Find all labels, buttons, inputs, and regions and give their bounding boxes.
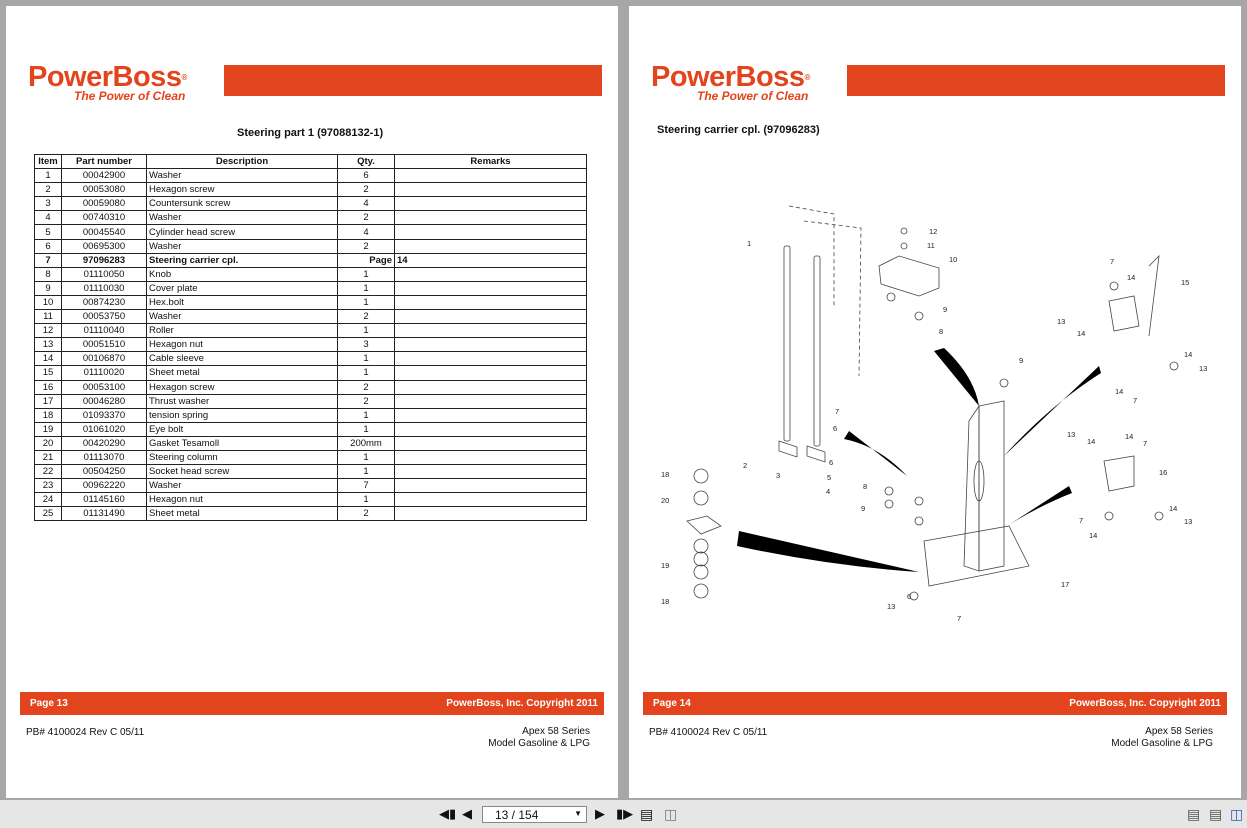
table-cell: 7 — [35, 253, 62, 267]
table-cell: 6 — [35, 239, 62, 253]
table-cell: 00420290 — [62, 436, 147, 450]
callout-number: 13 — [1199, 364, 1208, 373]
table-cell: 25 — [35, 507, 62, 521]
continuous-view-icon[interactable]: ▤ — [1209, 806, 1223, 822]
table-cell: 21 — [35, 450, 62, 464]
callout-number: 14 — [1127, 273, 1136, 282]
table-cell: 1 — [338, 465, 395, 479]
shaft-bracket-1 — [779, 441, 797, 457]
table-body — [35, 169, 587, 521]
column-header: Qty. — [338, 155, 395, 169]
table-cell — [395, 450, 587, 464]
table-cell: 14 — [395, 253, 587, 267]
callout-number: 13 — [1057, 317, 1066, 326]
steering-shaft-2 — [814, 256, 820, 446]
table-cell: 24 — [35, 493, 62, 507]
table-cell — [395, 436, 587, 450]
table-cell: 00059080 — [62, 197, 147, 211]
cable-bracket — [1109, 296, 1139, 331]
next-page-icon[interactable]: ▶ — [595, 806, 605, 821]
washer-stack-2 — [694, 552, 708, 566]
table-cell: 1 — [338, 450, 395, 464]
table-cell: 200mm — [338, 436, 395, 450]
table-cell: 6 — [338, 169, 395, 183]
table-cell: 1 — [338, 408, 395, 422]
copyright: PowerBoss, Inc. Copyright 2011 — [1069, 698, 1221, 709]
sheet-metal-15 — [1149, 256, 1159, 336]
table-cell: Page — [338, 253, 395, 267]
table-row — [35, 295, 587, 309]
table-cell: Sheet metal — [147, 507, 338, 521]
washer-18 — [694, 469, 708, 483]
table-cell — [395, 422, 587, 436]
table-cell: 01110020 — [62, 366, 147, 380]
table-cell: Hexagon screw — [147, 183, 338, 197]
logo-wordmark: PowerBoss — [28, 61, 182, 93]
page-title: Steering carrier cpl. (97096283) — [657, 124, 820, 136]
callout-number: 1 — [747, 239, 752, 248]
table-cell — [395, 281, 587, 295]
callout-number: 14 — [1115, 387, 1124, 396]
top-bracket — [879, 256, 939, 296]
table-row — [35, 324, 587, 338]
table-cell: 5 — [35, 225, 62, 239]
table-cell: tension spring — [147, 408, 338, 422]
table-row — [35, 352, 587, 366]
table-cell: 9 — [35, 281, 62, 295]
table-cell: 2 — [338, 507, 395, 521]
table-cell: Hexagon screw — [147, 380, 338, 394]
wedge-1 — [934, 348, 979, 406]
knob-8 — [887, 293, 895, 301]
table-cell: 3 — [35, 197, 62, 211]
table-cell: 01093370 — [62, 408, 147, 422]
washer-23 — [915, 497, 923, 505]
table-cell — [395, 507, 587, 521]
callout-number: 7 — [1143, 439, 1148, 448]
callout-number: 7 — [835, 407, 840, 416]
page-number: Page 13 — [30, 698, 68, 709]
callout-number: 14 — [1125, 432, 1134, 441]
callout-number: 5 — [827, 473, 832, 482]
model-info — [1111, 726, 1213, 750]
washer-7 — [1105, 512, 1113, 520]
parts-table — [34, 154, 587, 521]
table-cell: Knob — [147, 267, 338, 281]
table-cell: Cylinder head screw — [147, 225, 338, 239]
exploded-parts-diagram — [629, 6, 1241, 686]
table-cell: 01061020 — [62, 422, 147, 436]
table-cell: 00695300 — [62, 239, 147, 253]
table-cell: 00042900 — [62, 169, 147, 183]
table-cell — [395, 324, 587, 338]
table-cell: 10 — [35, 295, 62, 309]
table-cell: 11 — [35, 310, 62, 324]
table-cell: Hexagon nut — [147, 493, 338, 507]
wedge-3 — [844, 431, 907, 476]
logo-tagline: The Power of Clean — [74, 89, 186, 103]
table-row — [35, 253, 587, 267]
table-cell: 12 — [35, 324, 62, 338]
bolt-12 — [901, 228, 907, 234]
table-row — [35, 465, 587, 479]
washer-stack-3 — [694, 565, 708, 579]
table-cell: 17 — [35, 394, 62, 408]
table-cell: 1 — [338, 324, 395, 338]
left-page — [6, 6, 618, 798]
shaft-bracket-2 — [807, 446, 825, 462]
model-fuel: Model Gasoline & LPG — [488, 738, 590, 749]
callout-number: 4 — [826, 487, 831, 496]
washer-9c — [885, 500, 893, 508]
washer-6 — [910, 592, 918, 600]
callout-number: 7 — [1133, 396, 1138, 405]
table-row — [35, 211, 587, 225]
table-cell: Washer — [147, 479, 338, 493]
table-row — [35, 225, 587, 239]
column-header: Item — [35, 155, 62, 169]
callout-number: 3 — [776, 471, 781, 480]
table-cell: 01113070 — [62, 450, 147, 464]
table-cell: 2 — [338, 310, 395, 324]
washer-14 — [1110, 282, 1118, 290]
washer-8b — [885, 487, 893, 495]
callout-number: 20 — [661, 496, 670, 505]
footer-bar — [20, 692, 604, 715]
table-cell — [395, 479, 587, 493]
table-header-row — [35, 155, 587, 169]
table-cell: Steering column — [147, 450, 338, 464]
table-row — [35, 436, 587, 450]
table-cell: Cable sleeve — [147, 352, 338, 366]
document-number: PB# 4100024 Rev C 05/11 — [26, 727, 145, 738]
callout-number: 10 — [949, 255, 958, 264]
carrier-base-plate — [924, 526, 1029, 586]
table-cell: 1 — [338, 267, 395, 281]
table-cell: 20 — [35, 436, 62, 450]
table-cell: 1 — [338, 352, 395, 366]
carrier-column-side — [964, 406, 979, 571]
table-cell: 4 — [338, 197, 395, 211]
logo-tagline: The Power of Clean — [697, 89, 809, 103]
table-cell: 2 — [338, 211, 395, 225]
table-cell: 22 — [35, 465, 62, 479]
table-cell: Washer — [147, 239, 338, 253]
table-cell: 3 — [338, 338, 395, 352]
washer-11 — [901, 243, 907, 249]
table-row — [35, 493, 587, 507]
table-cell: 00504250 — [62, 465, 147, 479]
table-cell — [395, 338, 587, 352]
table-cell: 1 — [338, 493, 395, 507]
table-cell: Hex.bolt — [147, 295, 338, 309]
table-cell: 2 — [35, 183, 62, 197]
column-header: Description — [147, 155, 338, 169]
page-title: Steering part 1 (97088132-1) — [237, 127, 384, 139]
callout-number: 13 — [1184, 517, 1193, 526]
table-cell — [395, 211, 587, 225]
table-cell: Cover plate — [147, 281, 338, 295]
table-cell: 00053100 — [62, 380, 147, 394]
table-cell: Eye bolt — [147, 422, 338, 436]
table-cell — [395, 380, 587, 394]
callout-number: 7 — [1079, 516, 1084, 525]
diagram-labels — [661, 227, 1207, 623]
callout-number: 2 — [743, 461, 748, 470]
callout-number: 9 — [943, 305, 948, 314]
table-cell: Hexagon nut — [147, 338, 338, 352]
table-cell: 01110040 — [62, 324, 147, 338]
table-cell: Washer — [147, 169, 338, 183]
table-cell: 00053080 — [62, 183, 147, 197]
model-info — [488, 726, 590, 750]
logo-registered: ® — [181, 73, 187, 82]
table-cell: Gasket Tesamoll — [147, 436, 338, 450]
table-cell: 1 — [338, 366, 395, 380]
table-cell: 00051510 — [62, 338, 147, 352]
table-cell: 19 — [35, 422, 62, 436]
fit-page-icon[interactable]: ▤ — [640, 806, 654, 822]
callout-number: 7 — [957, 614, 962, 623]
washer-23b — [915, 517, 923, 525]
callout-number: 9 — [1019, 356, 1024, 365]
table-row — [35, 380, 587, 394]
callout-number: 8 — [939, 327, 944, 336]
column-header: Part number — [62, 155, 147, 169]
table-cell: 2 — [338, 183, 395, 197]
table-row — [35, 338, 587, 352]
table-cell — [395, 225, 587, 239]
washer-13b — [1170, 362, 1178, 370]
wedge-5 — [737, 531, 919, 572]
callout-number: 6 — [907, 592, 912, 601]
table-cell: Washer — [147, 211, 338, 225]
table-cell: 2 — [338, 394, 395, 408]
table-cell: 18 — [35, 408, 62, 422]
table-cell: Sheet metal — [147, 366, 338, 380]
page-number: Page 14 — [653, 698, 691, 709]
table-cell: 13 — [35, 338, 62, 352]
table-cell — [395, 394, 587, 408]
callout-number: 14 — [1089, 531, 1098, 540]
model-series: Apex 58 Series — [522, 726, 590, 737]
table-cell — [395, 183, 587, 197]
callout-number: 6 — [833, 424, 838, 433]
table-row — [35, 239, 587, 253]
washer-9b — [1000, 379, 1008, 387]
table-row — [35, 450, 587, 464]
table-cell — [395, 465, 587, 479]
table-cell: Socket head screw — [147, 465, 338, 479]
callout-number: 18 — [661, 470, 670, 479]
table-cell: 01145160 — [62, 493, 147, 507]
table-cell: Countersunk screw — [147, 197, 338, 211]
washer-9 — [915, 312, 923, 320]
table-cell: 00046280 — [62, 394, 147, 408]
steering-shaft-1 — [784, 246, 790, 441]
table-cell: 7 — [338, 479, 395, 493]
page-number-value: 13 / 154 — [495, 808, 539, 822]
model-fuel: Model Gasoline & LPG — [1111, 738, 1213, 749]
washer-20 — [694, 491, 708, 505]
table-cell — [395, 239, 587, 253]
table-cell: Steering carrier cpl. — [147, 253, 338, 267]
first-page-icon[interactable]: ◀▮ — [439, 806, 457, 821]
table-cell: 8 — [35, 267, 62, 281]
table-row — [35, 267, 587, 281]
table-row — [35, 183, 587, 197]
callout-number: 11 — [927, 241, 935, 250]
callout-number: 16 — [1159, 468, 1168, 477]
table-cell: 00874230 — [62, 295, 147, 309]
previous-page-icon[interactable]: ◀ — [462, 806, 472, 821]
table-cell — [395, 267, 587, 281]
callout-number: 14 — [1184, 350, 1193, 359]
table-row — [35, 394, 587, 408]
table-cell: 01110030 — [62, 281, 147, 295]
callout-number: 14 — [1077, 329, 1086, 338]
fit-width-icon[interactable]: ◫ — [664, 806, 678, 822]
table-cell: 15 — [35, 366, 62, 380]
table-cell — [395, 169, 587, 183]
callout-number: 7 — [1110, 257, 1115, 266]
last-page-icon[interactable]: ▮▶ — [616, 806, 634, 821]
table-cell: Roller — [147, 324, 338, 338]
callout-number: 19 — [661, 561, 670, 570]
copyright: PowerBoss, Inc. Copyright 2011 — [446, 698, 598, 709]
callout-number: 14 — [1087, 437, 1096, 446]
callout-number: 18 — [661, 597, 670, 606]
table-cell: 2 — [338, 239, 395, 253]
cover-plate — [687, 516, 721, 534]
table-cell: 1 — [35, 169, 62, 183]
table-cell: 16 — [35, 380, 62, 394]
table-row — [35, 310, 587, 324]
callout-number: 13 — [1067, 430, 1076, 439]
logo-wordmark: PowerBoss — [651, 61, 805, 93]
table-cell — [395, 197, 587, 211]
callout-number: 17 — [1061, 580, 1070, 589]
callout-wedges — [737, 348, 1101, 572]
table-cell: Thrust washer — [147, 394, 338, 408]
washer-18b — [694, 584, 708, 598]
table-row — [35, 197, 587, 211]
right-page — [629, 6, 1241, 798]
table-cell: 1 — [338, 281, 395, 295]
callout-number: 12 — [929, 227, 938, 236]
footer-bar — [643, 692, 1227, 715]
page-number-field[interactable] — [482, 806, 587, 823]
callout-number: 9 — [861, 504, 866, 513]
table-cell: 00045540 — [62, 225, 147, 239]
single-page-view-icon[interactable]: ▤ — [1187, 806, 1201, 822]
table-row — [35, 408, 587, 422]
header-bar — [224, 65, 602, 96]
table-cell — [395, 408, 587, 422]
table-cell: 1 — [338, 422, 395, 436]
callout-number: 14 — [1169, 504, 1178, 513]
table-cell: 01131490 — [62, 507, 147, 521]
table-cell: 4 — [35, 211, 62, 225]
table-cell: 00053750 — [62, 310, 147, 324]
table-cell — [395, 310, 587, 324]
table-row — [35, 169, 587, 183]
powerboss-logo — [28, 62, 187, 102]
document-number: PB# 4100024 Rev C 05/11 — [649, 727, 768, 738]
callout-number: 6 — [829, 458, 834, 467]
table-row — [35, 281, 587, 295]
table-row — [35, 479, 587, 493]
model-series: Apex 58 Series — [1145, 726, 1213, 737]
logo-registered: ® — [804, 73, 810, 82]
two-page-view-icon[interactable]: ◫ — [1230, 806, 1244, 822]
washer-stack-1 — [694, 539, 708, 553]
table-cell: 97096283 — [62, 253, 147, 267]
table-cell: 1 — [338, 295, 395, 309]
table-cell: 00740310 — [62, 211, 147, 225]
callout-number: 13 — [887, 602, 896, 611]
column-header: Remarks — [395, 155, 587, 169]
table-cell: 01110050 — [62, 267, 147, 281]
table-cell: 00962220 — [62, 479, 147, 493]
table-cell: 00106870 — [62, 352, 147, 366]
sheet-metal-16 — [1104, 456, 1134, 491]
table-cell — [395, 352, 587, 366]
chevron-down-icon[interactable]: ▼ — [574, 809, 582, 818]
table-cell — [395, 493, 587, 507]
callout-number: 8 — [863, 482, 868, 491]
table-cell: 14 — [35, 352, 62, 366]
table-cell: 2 — [338, 380, 395, 394]
viewer-toolbar — [0, 800, 1247, 828]
table-row — [35, 507, 587, 521]
table-row — [35, 422, 587, 436]
washer-13 — [1155, 512, 1163, 520]
wedge-4 — [1007, 486, 1072, 526]
carrier-column — [979, 401, 1004, 571]
table-cell — [395, 366, 587, 380]
table-cell: 4 — [338, 225, 395, 239]
table-cell: 23 — [35, 479, 62, 493]
callout-number: 15 — [1181, 278, 1190, 287]
dashed-outline — [789, 206, 861, 376]
table-row — [35, 366, 587, 380]
table-cell — [395, 295, 587, 309]
table-cell: Washer — [147, 310, 338, 324]
